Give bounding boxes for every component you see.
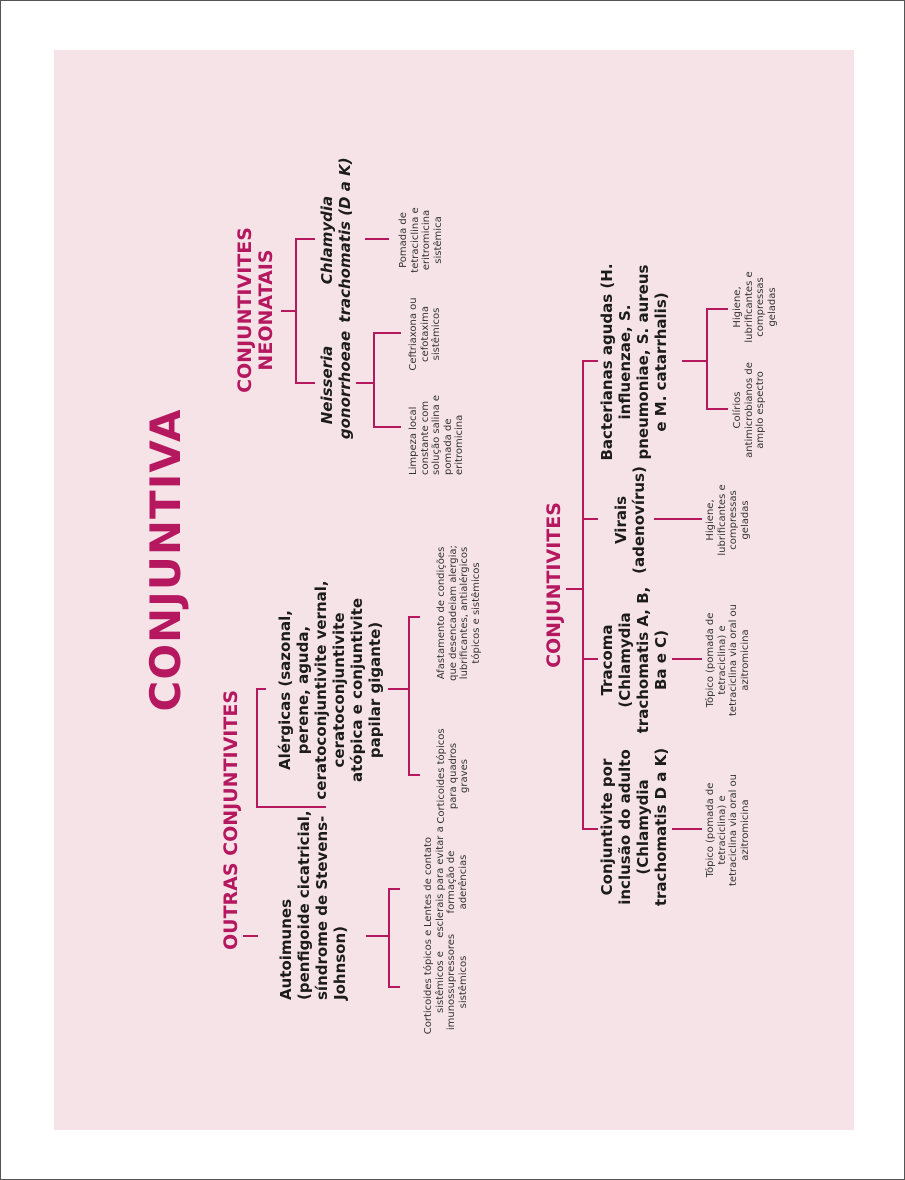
chlamydia-neonatal-treatment: Pomada de tetraciclina e eritromicina sistêmica <box>398 207 444 273</box>
neisseria-node <box>318 325 354 445</box>
connector <box>388 986 400 988</box>
virais-treatment: Higiene, lubrificantes e compressas geladas <box>705 484 751 556</box>
alergicas-treatment-2: Afastamento de condições que desencadeiam alergia; lubrificantes, antialérgicos tópicos e sistêmicos <box>436 545 482 681</box>
connector <box>654 518 702 520</box>
autoimunes-treatment-2: Lentes de contato esclerais para evitar a formação de aderências <box>423 826 469 938</box>
connector <box>356 382 374 384</box>
connector <box>256 688 266 690</box>
connector <box>582 518 598 520</box>
neisseria-treatment-2: Ceftriaxona ou cefotaxima sistêmicos <box>408 297 442 371</box>
chlamydia-neonatal-node <box>318 150 354 330</box>
outras-heading: OUTRAS CONJUNTIVITES <box>220 690 242 950</box>
tracoma-treatment: Tópico (pomada de tetraciclina) e tetraciclina via oral ou azitromicina <box>705 604 751 716</box>
inclusao-treatment: Tópico (pomada de tetraciclina) e tetraciclina via oral ou azitromicina <box>705 774 751 886</box>
bacterianas-treatment-2: Higiene, lubrificantes e compressas geladas <box>732 271 778 343</box>
connector <box>582 360 598 362</box>
connector <box>682 360 708 362</box>
connector <box>408 616 410 776</box>
bacterianas-label: Bacterianas agudas (H. influenzae, S. pneumoniae, S. aureus e M. catarrhalis) <box>598 263 670 461</box>
autoimunes-label: Autoimunes (penfigoide cicatricial, síndrome de Stevens-Johnson) <box>277 810 349 1000</box>
connector <box>582 828 598 830</box>
inclusao-label: Conjuntivite por inclusão do adulto (Chlamydia trachomatis D a K) <box>598 747 670 907</box>
map-title: CONJUNTIVA <box>141 408 190 712</box>
connector <box>672 658 702 660</box>
autoimunes-node <box>277 810 349 1000</box>
connector <box>295 382 315 384</box>
inclusao-node <box>598 742 670 912</box>
autoimunes-treatment-1: Corticoides tópicos e sistêmicos e imunossupressores sistêmicos <box>423 929 469 1035</box>
connector <box>706 308 728 310</box>
connector <box>373 426 401 428</box>
connector <box>373 332 375 428</box>
tracoma-node <box>598 585 670 735</box>
connector <box>582 360 584 830</box>
connector <box>243 935 258 937</box>
neonatais-heading: CONJUNTIVITES NEONATAIS <box>234 227 277 393</box>
connector <box>388 688 410 690</box>
bacterianas-node <box>598 262 670 462</box>
neisseria-label: Neisseria gonorrhoeae <box>318 330 354 440</box>
alergicas-treatment-1: Corticoides tópicos para quadros graves <box>436 728 470 824</box>
connector <box>256 806 326 808</box>
connector <box>408 774 420 776</box>
bacterianas-treatment-1: Colírios antimicrobianos de amplo espectro <box>732 362 766 458</box>
connector <box>408 616 420 618</box>
connector <box>365 238 389 240</box>
conjuntivites-heading: CONJUNTIVITES <box>543 502 565 668</box>
alergicas-label: Alérgicas (sazonal, perene, aguda, ceratoconjuntivite vernal, ceratoconjuntivite atópica e conjuntivite papilar gigante) <box>276 580 384 800</box>
connector <box>388 888 390 988</box>
connector <box>706 308 708 410</box>
neisseria-treatment-1: Limpeza local constante com solução salina e pomada de eritromicina <box>408 394 465 475</box>
connector <box>582 658 598 660</box>
connector <box>295 238 297 384</box>
tracoma-label: Tracoma (Chlamydia trachomatis A, B, Ba e C) <box>598 586 670 734</box>
alergicas-node <box>276 580 384 800</box>
virais-node <box>612 460 648 580</box>
connector <box>566 588 582 590</box>
connector <box>706 408 728 410</box>
virais-label: Virais (adenovírus) <box>612 466 648 574</box>
connector <box>388 888 400 890</box>
connector <box>256 688 258 808</box>
connector <box>366 935 388 937</box>
chlamydia-neonatal-label: Chlamydia trachomatis (D a K) <box>318 157 354 323</box>
connector <box>295 238 315 240</box>
connector <box>373 332 401 334</box>
connector <box>672 828 702 830</box>
